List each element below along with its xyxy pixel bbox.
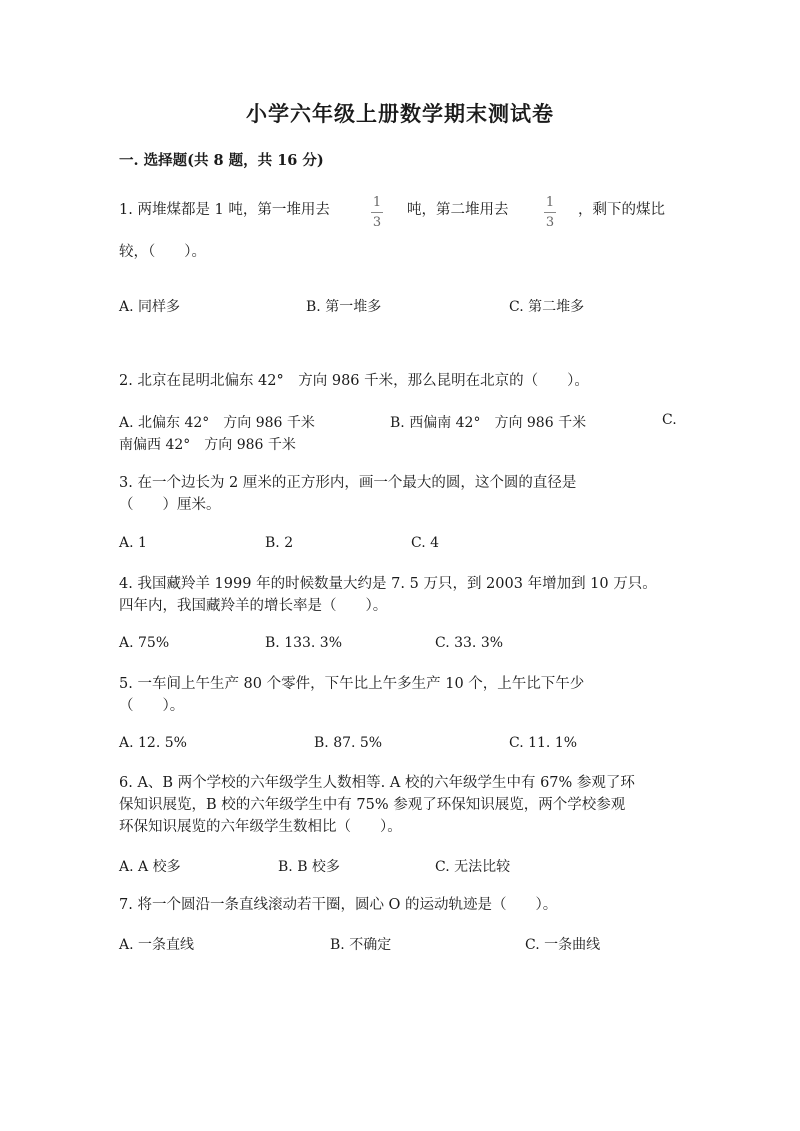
q4-text-line1: 4. 我国藏羚羊 1999 年的时候数量大约是 7. 5 万只，到 2003 年增加到 10 万只。 [119, 576, 657, 592]
q2-text: 2. 北京在昆明北偏东 42° 方向 986 千米，那么昆明在北京的（ ）。 [119, 373, 589, 389]
q7-option-a: A. 一条直线 [119, 937, 195, 953]
q3-option-b: B. 2 [265, 535, 294, 551]
q2-option-b: B. 西偏南 42° 方向 986 千米 [390, 415, 587, 431]
q7-option-b: B. 不确定 [330, 937, 392, 953]
page-title: 小学六年级上册数学期末测试卷 [246, 101, 554, 126]
q6-text-line2: 保知识展览，B 校的六年级学生中有 75% 参观了环保知识展览，两个学校参观 [119, 797, 626, 813]
q7-text: 7. 将一个圆沿一条直线滚动若干圈，圆心 O 的运动轨迹是（ ）。 [119, 897, 558, 913]
q4-option-b: B. 133. 3% [265, 635, 343, 651]
q2-option-c: C. [662, 412, 677, 428]
q1-fraction-1 [369, 195, 385, 230]
fraction-bar [371, 212, 383, 213]
q4-text-line2: 四年内，我国藏羚羊的增长率是（ ）。 [119, 598, 388, 614]
q1-text-part2: 吨，第二堆用去 [407, 202, 509, 218]
q6-option-c: C. 无法比较 [435, 859, 511, 875]
q7-option-c: C. 一条曲线 [525, 937, 601, 953]
q3-option-a: A. 1 [119, 535, 147, 551]
q1-fraction-2 [542, 195, 558, 230]
q2-option-c-continued: 南偏西 42° 方向 986 千米 [119, 437, 296, 453]
q4-option-c: C. 33. 3% [435, 635, 504, 651]
q6-text-line1: 6. A、B 两个学校的六年级学生人数相等. A 校的六年级学生中有 67% 参观了环 [119, 775, 635, 791]
q4-option-a: A. 75% [119, 635, 170, 651]
q3-text-line2: （ ）厘米。 [119, 497, 221, 513]
q3-text-line1: 3. 在一个边长为 2 厘米的正方形内，画一个最大的圆，这个圆的直径是 [119, 475, 577, 491]
q5-option-a: A. 12. 5% [119, 735, 187, 751]
q3-option-c: C. 4 [411, 535, 440, 551]
q2-option-a: A. 北偏东 42° 方向 986 千米 [119, 415, 315, 431]
q1-text-part1: 1. 两堆煤都是 1 吨，第一堆用去 [119, 202, 330, 218]
q5-option-b: B. 87. 5% [314, 735, 383, 751]
q1-option-c: C. 第二堆多 [509, 299, 585, 315]
q6-option-a: A. A 校多 [119, 859, 181, 875]
q1-fraction-2-denominator: 3 [545, 215, 555, 230]
q5-text-line2: （ ）。 [119, 698, 185, 714]
q1-option-b: B. 第一堆多 [306, 299, 382, 315]
q1-option-a: A. 同样多 [119, 299, 181, 315]
q1-fraction-1-numerator: 1 [372, 195, 382, 210]
section-heading: 一. 选择题(共 8 题，共 16 分) [119, 152, 324, 169]
q5-text-line1: 5. 一车间上午生产 80 个零件，下午比上午多生产 10 个，上午比下午少 [119, 676, 585, 692]
fraction-bar [544, 212, 556, 213]
q6-text-line3: 环保知识展览的六年级学生数相比（ ）。 [119, 819, 402, 835]
q1-text-part3: ，剩下的煤比 [578, 202, 665, 218]
q1-fraction-1-denominator: 3 [372, 215, 382, 230]
q1-fraction-2-numerator: 1 [545, 195, 555, 210]
q1-text-line2: 较，（ ）。 [119, 244, 206, 260]
q5-option-c: C. 11. 1% [509, 735, 578, 751]
q6-option-b: B. B 校多 [278, 859, 340, 875]
